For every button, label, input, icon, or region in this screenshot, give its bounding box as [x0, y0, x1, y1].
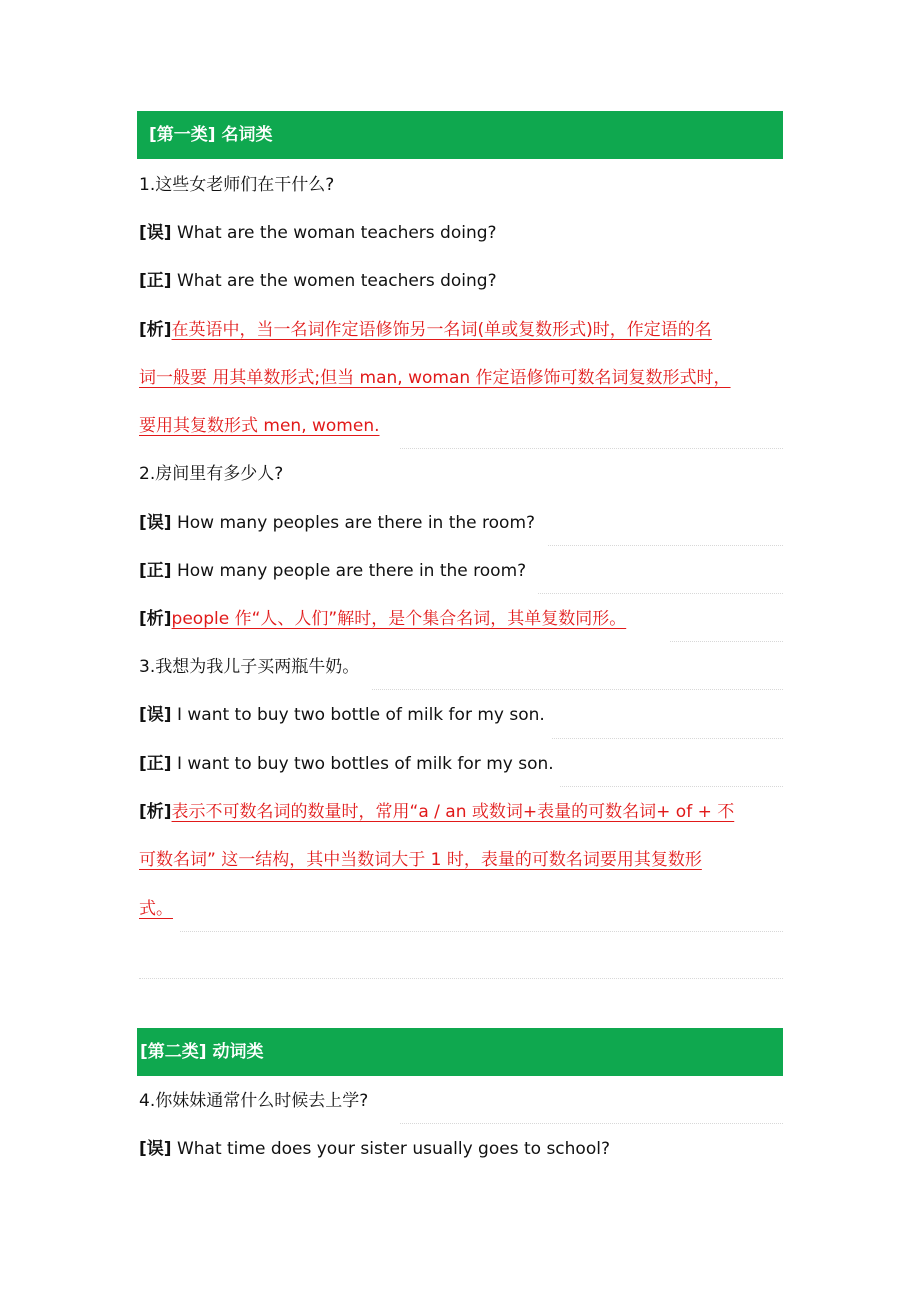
q1-analysis-line-3 — [139, 414, 380, 438]
right-tag: [正] — [139, 271, 172, 291]
section-heading-nouns: [第一类] 名词类 — [137, 111, 783, 159]
wrong-tag: [误] — [139, 223, 172, 243]
dotted-divider — [372, 689, 783, 690]
q3-wrong-line — [139, 703, 545, 727]
q3-analysis-line-2 — [139, 848, 702, 872]
question-2: 2.房间里有多少人? — [139, 464, 284, 484]
dotted-divider — [548, 545, 783, 546]
wrong-tag: [误] — [139, 1139, 172, 1159]
q3-analysis-text-2: 可数名词” 这一结构，其中当数词大于 1 时，表量的可数名词要用其复数形 — [139, 850, 702, 870]
q3-right-sentence: I want to buy two bottles of milk for my son. — [171, 754, 554, 774]
q2-right-line — [139, 559, 526, 583]
q3-analysis-text-1: 表示不可数名词的数量时，常用“a / an 或数词+表量的可数名词+ of + 不 — [171, 802, 735, 822]
q3-wrong-sentence: I want to buy two bottle of milk for my son. — [171, 705, 545, 725]
q1-right-sentence: What are the women teachers doing? — [171, 271, 497, 291]
q3-right-line — [139, 752, 554, 776]
dotted-divider — [552, 738, 783, 739]
q2-analysis-text-1: people 作“人、人们”解时，是个集合名词，其单复数同形。 — [171, 609, 627, 629]
question-3: 3.我想为我儿子买两瓶牛奶。 — [139, 657, 360, 677]
dotted-divider — [670, 641, 783, 642]
analysis-tag: [析] — [139, 802, 172, 822]
question-1: 1.这些女老师们在干什么? — [139, 175, 335, 195]
q1-right-line — [139, 269, 497, 293]
q4-wrong-sentence: What time does your sister usually goes to school? — [171, 1139, 610, 1159]
dotted-divider — [400, 448, 783, 449]
q1-analysis-text-1: 在英语中，当一名词作定语修饰另一名词(单或复数形式)时，作定语的名 — [171, 320, 712, 340]
dotted-divider — [538, 593, 783, 594]
q1-wrong-line — [139, 221, 497, 245]
q3-analysis-text-3: 式。 — [139, 899, 173, 919]
q1-analysis-text-3: 要用其复数形式 men, women. — [139, 416, 380, 436]
q3-analysis-line-3 — [139, 897, 173, 921]
q2-wrong-sentence: How many peoples are there in the room? — [171, 513, 536, 533]
dotted-divider — [560, 786, 783, 787]
q2-wrong-line — [139, 511, 535, 535]
analysis-tag: [析] — [139, 609, 172, 629]
q4-wrong-line — [139, 1137, 610, 1161]
dotted-divider — [180, 931, 783, 932]
wrong-tag: [误] — [139, 705, 172, 725]
dotted-divider — [400, 1123, 783, 1124]
q2-right-sentence: How many people are there in the room? — [171, 561, 527, 581]
question-4: 4.你妹妹通常什么时候去上学? — [139, 1091, 369, 1111]
section-heading-verbs: [第二类] 动词类 — [137, 1028, 783, 1076]
q1-analysis-line-2 — [139, 366, 731, 390]
dotted-divider — [139, 978, 783, 979]
analysis-tag: [析] — [139, 320, 172, 340]
q1-analysis-line-1 — [139, 318, 712, 342]
wrong-tag: [误] — [139, 513, 172, 533]
q2-analysis-line-1 — [139, 607, 626, 631]
right-tag: [正] — [139, 561, 172, 581]
q3-analysis-line-1 — [139, 800, 734, 824]
q1-wrong-sentence: What are the woman teachers doing? — [171, 223, 497, 243]
q1-analysis-text-2: 词一般要 用其单数形式;但当 man, woman 作定语修饰可数名词复数形式时， — [139, 368, 731, 388]
right-tag: [正] — [139, 754, 172, 774]
